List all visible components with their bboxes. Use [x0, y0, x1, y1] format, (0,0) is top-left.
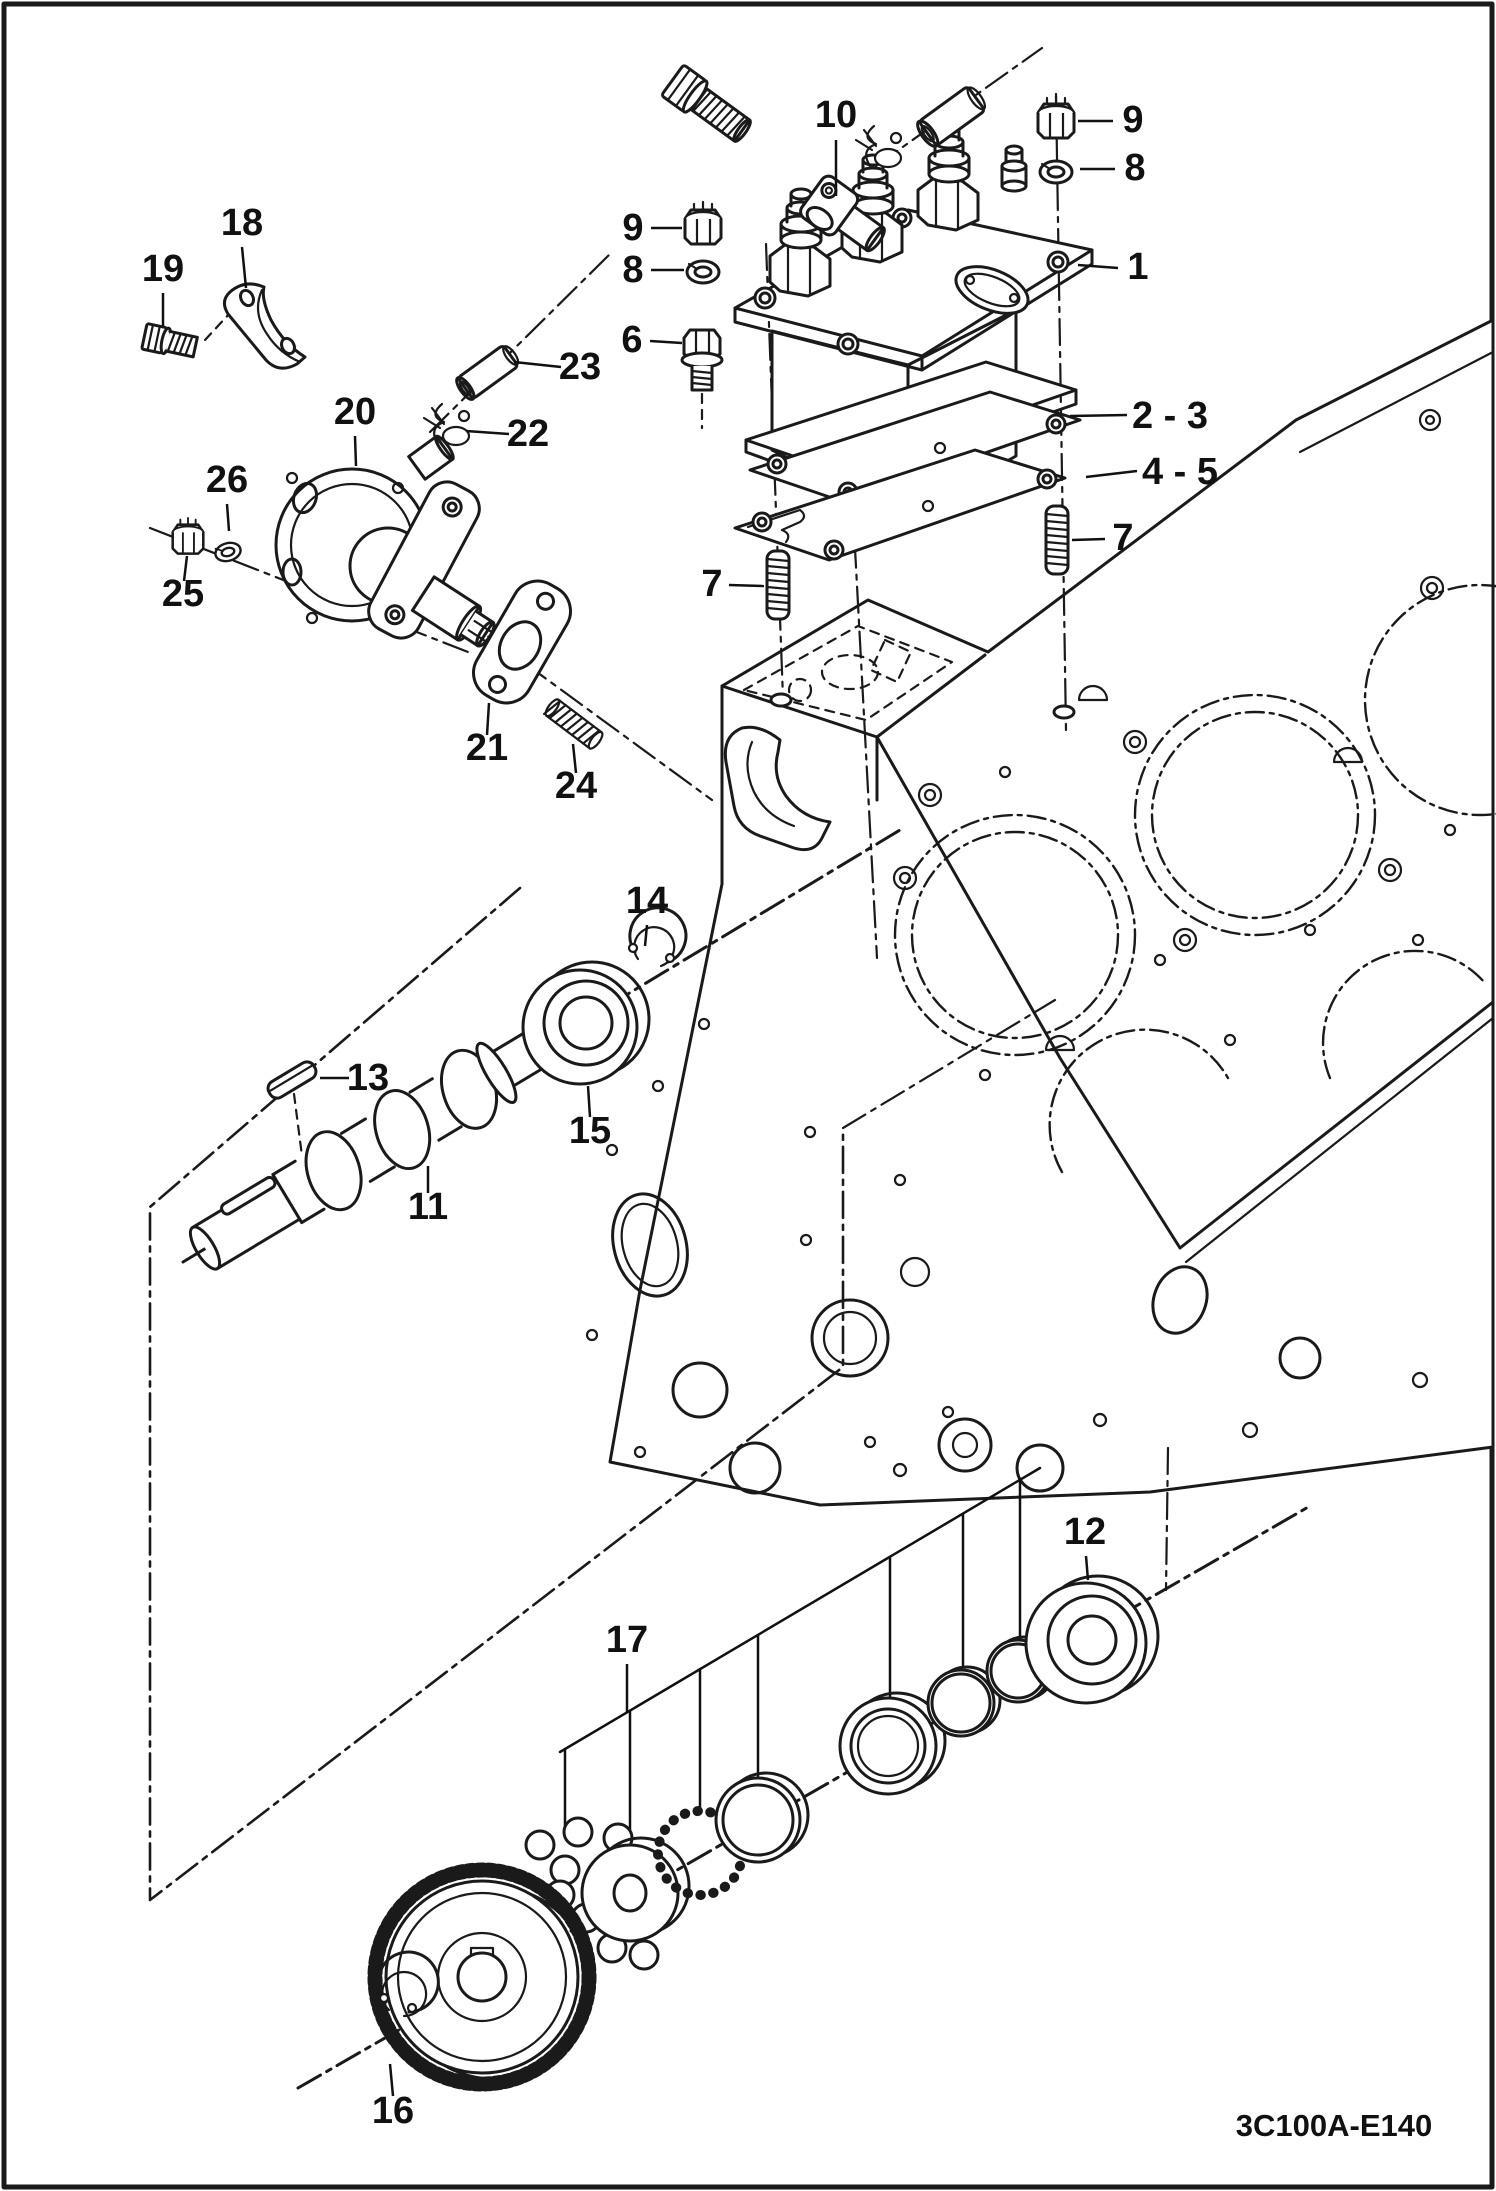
pump-camshaft-11	[174, 996, 583, 1291]
bearing-12	[1026, 1576, 1158, 1703]
part-label-4-5: 4 - 5	[1141, 451, 1219, 493]
part-label-8: 8	[1124, 147, 1146, 189]
washer-8-left	[687, 261, 719, 283]
part-label-9: 9	[1122, 99, 1144, 141]
bolt-6	[682, 330, 722, 390]
part-label-24: 24	[554, 765, 598, 807]
part-label-20: 20	[333, 391, 377, 433]
governor-assembly-17	[526, 1468, 1055, 1969]
key-13	[265, 1059, 319, 1101]
leader-line-7	[1072, 539, 1105, 540]
part-label-26: 26	[205, 459, 249, 501]
part-label-23: 23	[558, 346, 602, 388]
mounting-stud-right	[1046, 506, 1068, 574]
leader-line-2-3	[1070, 415, 1127, 416]
part-label-2-3: 2 - 3	[1131, 395, 1209, 437]
part-label-14: 14	[625, 880, 669, 922]
leader-line-23	[514, 362, 561, 367]
part-label-15: 15	[568, 1110, 612, 1152]
deck-hole-right	[1054, 706, 1074, 718]
part-label-7: 7	[1112, 517, 1134, 559]
sleeve-23	[454, 342, 522, 402]
leader-line-18	[242, 247, 246, 288]
nut-25	[173, 518, 204, 554]
spring-24	[543, 697, 605, 750]
part-label-12: 12	[1063, 1511, 1107, 1553]
leader-line-4-5	[1086, 471, 1137, 477]
part-label-13: 13	[346, 1057, 390, 1099]
feed-pump-20	[276, 434, 500, 653]
part-label-17: 17	[605, 1619, 649, 1661]
part-label-6: 6	[621, 319, 643, 361]
timing-gear	[375, 1870, 590, 2084]
washer-8-right	[1040, 161, 1072, 183]
part-label-8: 8	[622, 249, 644, 291]
leader-line-7	[729, 585, 764, 586]
deck-hole-left	[771, 694, 791, 706]
part-label-22: 22	[506, 413, 550, 455]
part-label-7: 7	[701, 563, 723, 605]
part-label-9: 9	[622, 207, 644, 249]
leader-line-26	[227, 504, 229, 531]
leader-line-6	[650, 341, 682, 343]
part-label-11: 11	[407, 1186, 449, 1228]
governor-ring	[716, 1773, 808, 1862]
engine-block	[587, 320, 1496, 1505]
figure-code: 3C100A-E140	[1235, 2108, 1433, 2143]
part-label-25: 25	[161, 573, 205, 615]
washer-26	[213, 540, 242, 564]
nut-9-left	[685, 202, 721, 244]
part-label-19: 19	[141, 248, 185, 290]
nut-9-right	[1038, 96, 1074, 138]
part-label-21: 21	[465, 727, 509, 769]
stop-bracket-18	[224, 284, 305, 368]
mounting-stud-left	[767, 551, 789, 619]
bearing-15	[523, 962, 649, 1084]
part-label-16: 16	[371, 2090, 415, 2132]
part-label-1: 1	[1127, 246, 1149, 288]
part-label-18: 18	[220, 202, 264, 244]
leader-line-22	[466, 431, 509, 434]
leader-line-20	[355, 436, 356, 466]
bolt-19	[142, 324, 198, 360]
part-label-10: 10	[814, 94, 858, 136]
banjo-bolt	[661, 65, 756, 149]
